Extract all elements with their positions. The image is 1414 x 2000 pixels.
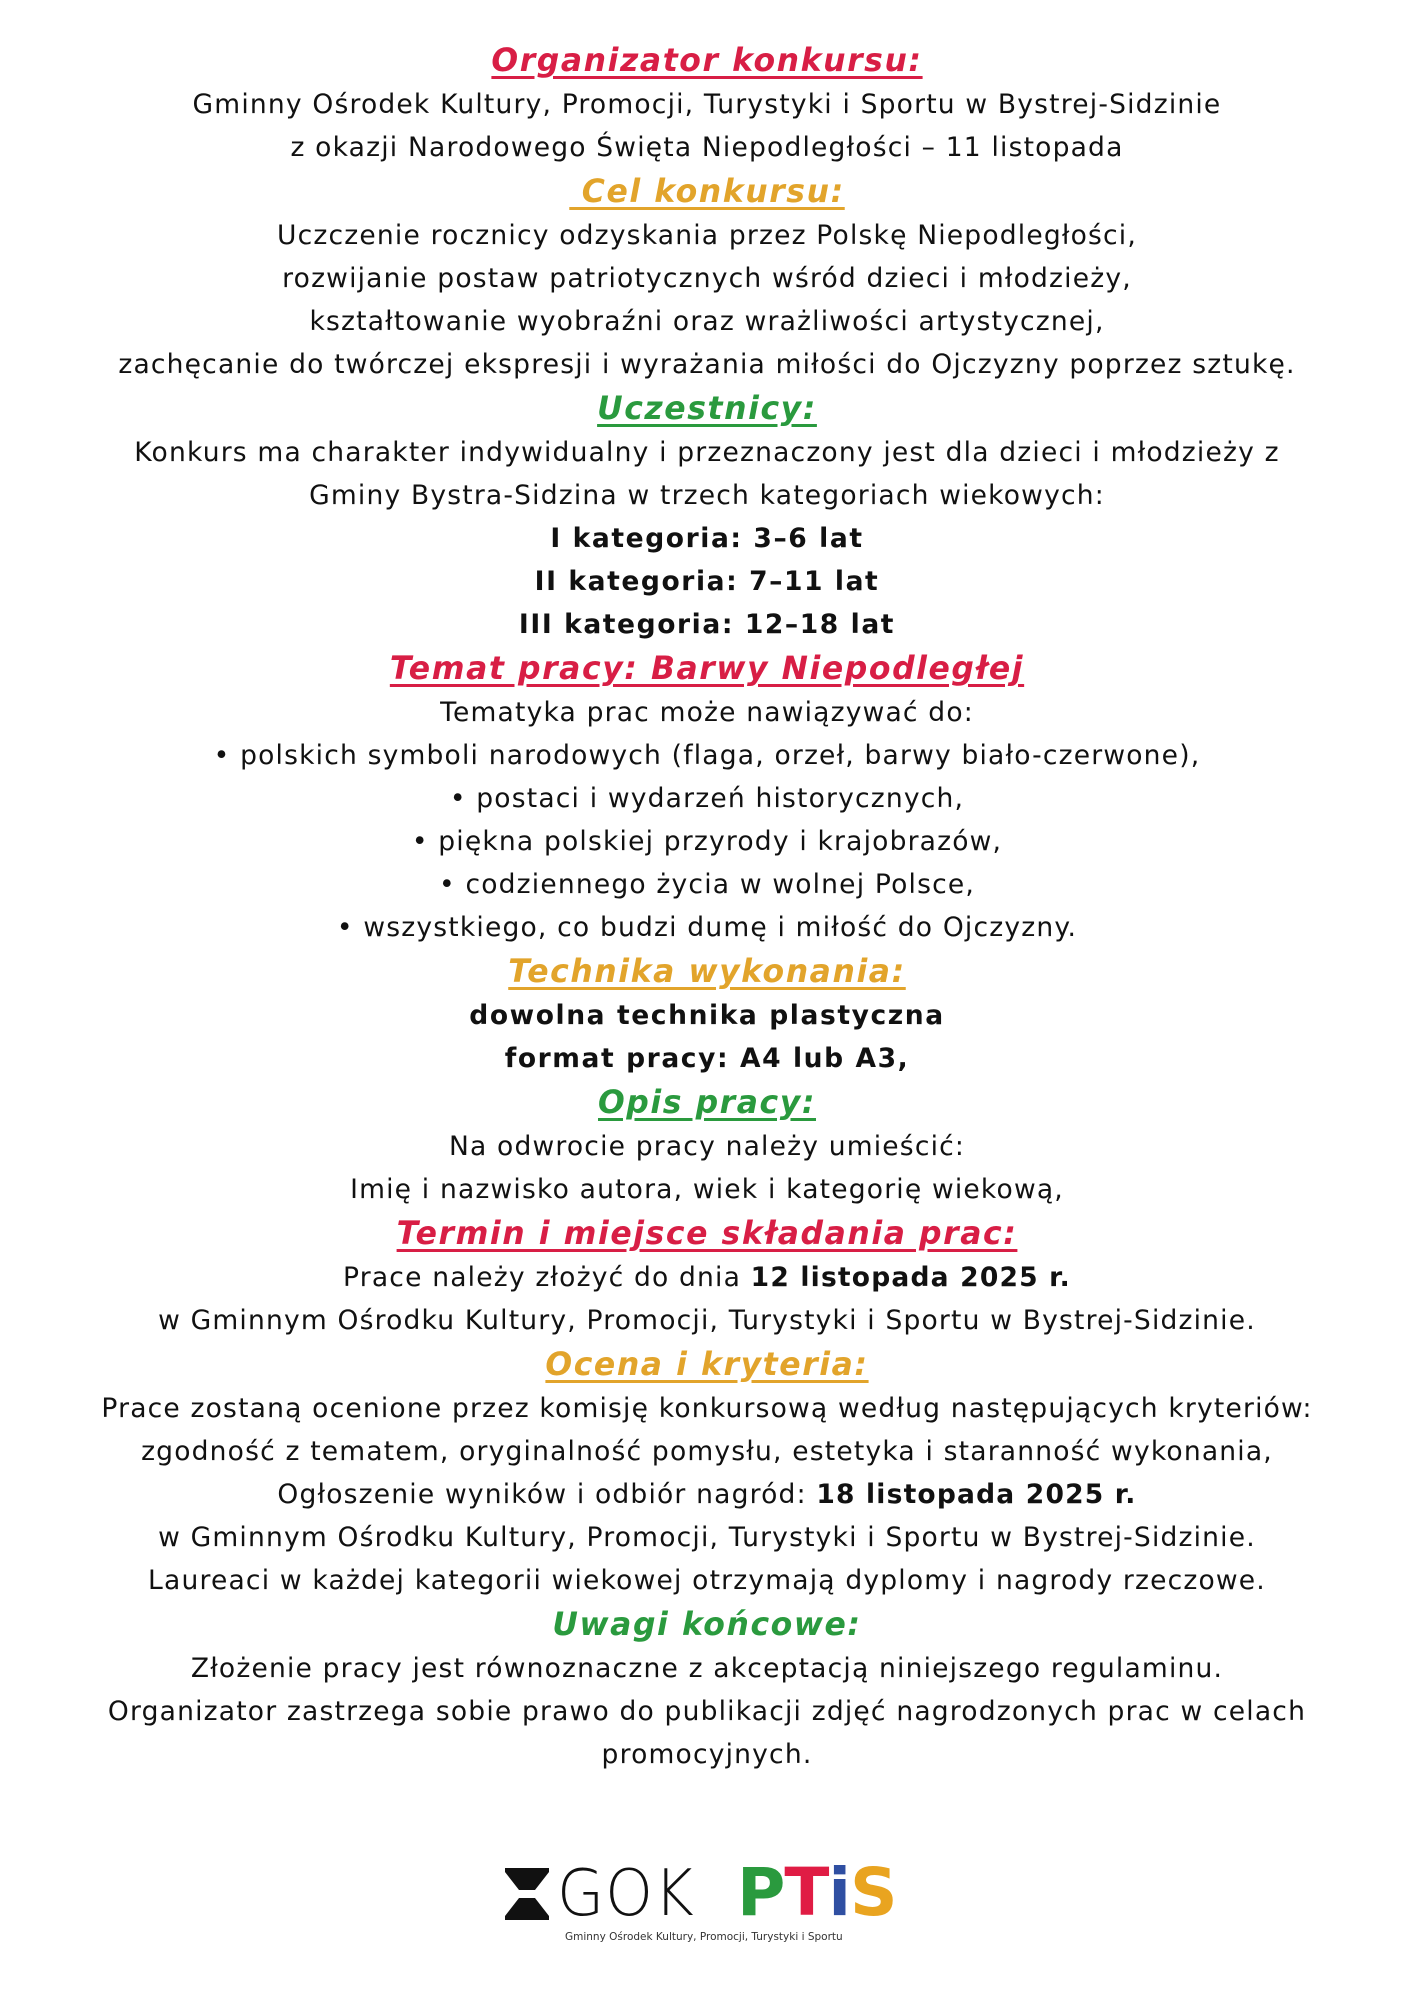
logo-ptis-text — [737, 1856, 897, 1930]
age-category-1: I kategoria: 3–6 lat — [550, 523, 864, 554]
heading-evaluation-text: Ocena i kryteria: — [545, 1345, 869, 1383]
heading-theme-text: Temat pracy: Barwy Niepodległej — [389, 649, 1025, 687]
age-category-3: III kategoria: 12–18 lat — [518, 609, 896, 640]
theme-bullet-5: • wszystkiego, co budzi dumę i miłość do Ojczyzny. — [336, 912, 1078, 943]
heading-deadline-text: Termin i miejsce składania prac: — [396, 1214, 1018, 1252]
evaluation-line-1: Prace zostaną ocenione przez komisję konkursową według następujących kryteriów: — [101, 1393, 1313, 1424]
results-prefix: Ogłoszenie wyników i odbiór nagród: — [277, 1479, 817, 1510]
heading-goal — [12, 169, 1402, 214]
hourglass-icon — [505, 1868, 549, 1920]
logo-subtitle: Gminny Ośrodek Kultury, Promocji, Turystyki i Sportu — [565, 1931, 843, 1943]
heading-goal-text: Cel konkursu: — [569, 172, 845, 210]
heading-participants-text: Uczestnicy: — [597, 389, 817, 427]
results-date: 18 listopada 2025 r. — [816, 1479, 1137, 1510]
regulations-document — [0, 38, 1414, 1776]
heading-final-notes — [12, 1602, 1402, 1647]
final-notes-line-2: Organizator zastrzega sobie prawo do publikacji zdjęć nagrodzonych prac w celach — [107, 1696, 1307, 1727]
participants-line-2: Gminy Bystra-Sidzina w trzech kategoriach wiekowych: — [309, 480, 1105, 511]
description-line-2: Imię i nazwisko autora, wiek i kategorię wiekową, — [350, 1174, 1064, 1205]
deadline-line-1 — [12, 1256, 1402, 1299]
deadline-prefix: Prace należy złożyć do dnia — [343, 1262, 751, 1293]
heading-technique-text: Technika wykonania: — [508, 952, 906, 990]
theme-bullet-4: • codziennego życia w wolnej Polsce, — [439, 869, 975, 900]
logo-letter-s: S — [850, 1854, 897, 1931]
logo-letter-t: T — [784, 1854, 829, 1931]
theme-intro: Tematyka prac może nawiązywać do: — [440, 697, 974, 728]
final-notes-line-1: Złożenie pracy jest równoznaczne z akceptacją niniejszego regulaminu. — [190, 1653, 1224, 1684]
goal-line-4: zachęcanie do twórczej ekspresji i wyrażania miłości do Ojczyzny poprzez sztukę. — [118, 349, 1296, 380]
participants-line-1: Konkurs ma charakter indywidualny i przeznaczony jest dla dzieci i młodzieży z — [134, 437, 1280, 468]
deadline-line-2: w Gminnym Ośrodku Kultury, Promocji, Turystyki i Sportu w Bystrej-Sidzinie. — [158, 1305, 1256, 1336]
heading-technique — [12, 949, 1402, 994]
final-notes-line-3: promocyjnych. — [601, 1739, 813, 1770]
evaluation-line-5: Laureaci w każdej kategorii wiekowej otrzymają dyplomy i nagrody rzeczowe. — [148, 1565, 1266, 1596]
logo-letter-p: P — [737, 1854, 785, 1931]
theme-bullet-2: • postaci i wydarzeń historycznych, — [449, 783, 965, 814]
organizer-line-1: Gminny Ośrodek Kultury, Promocji, Turystyki i Sportu w Bystrej-Sidzinie — [192, 89, 1222, 120]
evaluation-line-3 — [12, 1473, 1402, 1516]
deadline-date: 12 listopada 2025 r. — [750, 1262, 1071, 1293]
age-category-2: II kategoria: 7–11 lat — [534, 566, 880, 597]
technique-line-1: dowolna technika plastyczna — [469, 1000, 945, 1031]
heading-organizer — [12, 38, 1402, 83]
heading-theme — [12, 646, 1402, 691]
logo-letter-i: i — [828, 1854, 851, 1931]
technique-line-2: format pracy: A4 lub A3, — [504, 1043, 910, 1074]
heading-description — [12, 1080, 1402, 1125]
theme-bullet-1: • polskich symboli narodowych (flaga, orzeł, barwy biało-czerwone), — [213, 740, 1201, 771]
heading-description-text: Opis pracy: — [597, 1083, 817, 1121]
evaluation-line-2: zgodność z tematem, oryginalność pomysłu, estetyka i staranność wykonania, — [141, 1436, 1273, 1467]
theme-bullet-3: • piękna polskiej przyrody i krajobrazów, — [411, 826, 1003, 857]
gokptis-logo — [505, 1854, 915, 1950]
description-line-1: Na odwrocie pracy należy umieścić: — [448, 1131, 966, 1162]
evaluation-line-4: w Gminnym Ośrodku Kultury, Promocji, Turystyki i Sportu w Bystrej-Sidzinie. — [158, 1522, 1256, 1553]
heading-participants — [12, 386, 1402, 431]
goal-line-2: rozwijanie postaw patriotycznych wśród dzieci i młodzieży, — [282, 263, 1132, 294]
logo-gok-text: GOK — [557, 1857, 695, 1931]
goal-line-3: kształtowanie wyobraźni oraz wrażliwości artystycznej, — [309, 306, 1105, 337]
heading-deadline — [12, 1211, 1402, 1256]
heading-evaluation — [12, 1342, 1402, 1387]
heading-organizer-text: Organizator konkursu: — [491, 41, 923, 79]
goal-line-1: Uczczenie rocznicy odzyskania przez Polskę Niepodległości, — [277, 220, 1137, 251]
heading-final-notes-text: Uwagi końcowe: — [552, 1605, 862, 1643]
organizer-line-2: z okazji Narodowego Święta Niepodległości – 11 listopada — [290, 132, 1124, 163]
